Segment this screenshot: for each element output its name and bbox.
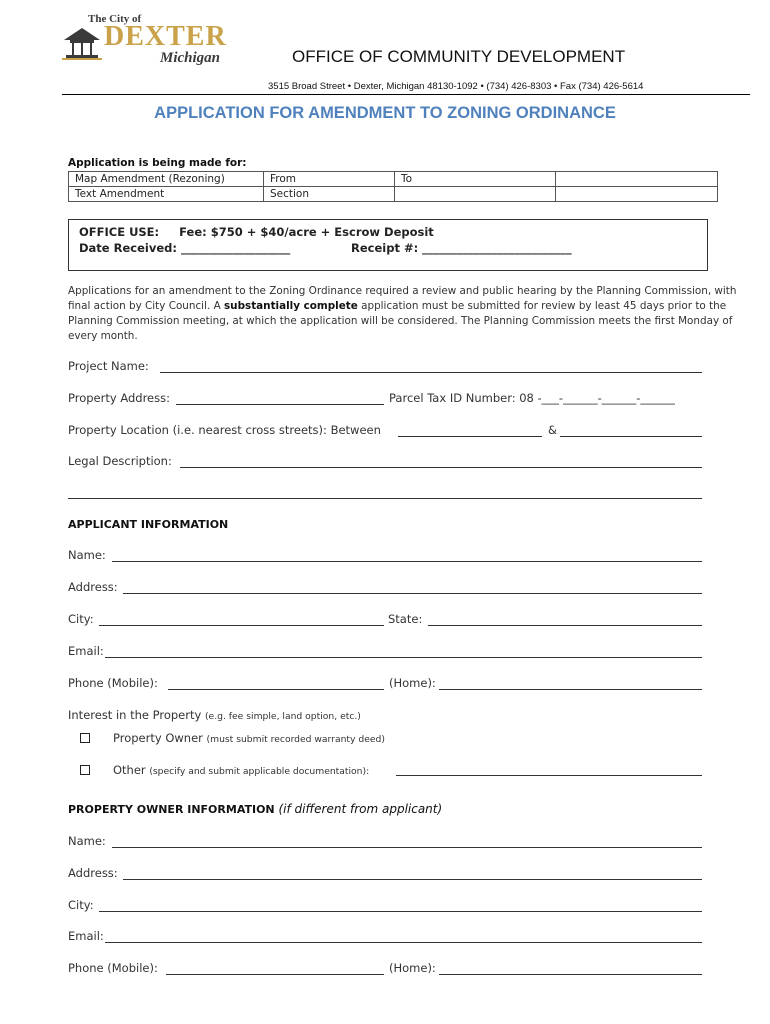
intro-text-1: Applications for an amendment to the Zoning Ordinance required a review and public hearing by the Planning Commission, with final action by City Council. A bbox=[68, 285, 737, 312]
logo-city-of: The City of bbox=[88, 13, 142, 25]
table-cell[interactable] bbox=[395, 187, 556, 202]
other-checkbox[interactable] bbox=[80, 765, 90, 775]
cross-street-1-input[interactable] bbox=[398, 436, 542, 437]
fee-text: Fee: $750 + $40/acre + Escrow Deposit bbox=[179, 225, 434, 239]
cross-street-2-input[interactable] bbox=[560, 436, 702, 437]
applicant-email-label: Email: bbox=[68, 644, 104, 658]
applicant-city-label: City: bbox=[68, 612, 94, 626]
application-made-for-label: Application is being made for: bbox=[68, 157, 247, 169]
table-cell[interactable] bbox=[556, 172, 718, 187]
office-heading: OFFICE OF COMMUNITY DEVELOPMENT bbox=[292, 47, 626, 66]
table-row bbox=[69, 172, 718, 187]
owner-phone-mobile-label: Phone (Mobile): bbox=[68, 961, 158, 975]
property-owner-option bbox=[113, 731, 385, 745]
interest-note: (e.g. fee simple, land option, etc.) bbox=[204, 711, 361, 722]
owner-heading: PROPERTY OWNER INFORMATION bbox=[68, 803, 275, 816]
from-field[interactable]: From bbox=[264, 172, 395, 187]
text-amendment-cell[interactable]: Text Amendment bbox=[69, 187, 264, 202]
other-note: (specify and submit applicable documentation): bbox=[149, 766, 370, 777]
applicant-address-input[interactable] bbox=[123, 593, 702, 594]
applicant-state-input[interactable] bbox=[428, 625, 702, 626]
applicant-city-input[interactable] bbox=[99, 625, 384, 626]
property-owner-note: (must submit recorded warranty deed) bbox=[206, 734, 385, 745]
applicant-phone-mobile-label: Phone (Mobile): bbox=[68, 676, 158, 690]
header-divider bbox=[62, 94, 750, 95]
other-specify-input[interactable] bbox=[396, 775, 702, 776]
section-field[interactable]: Section bbox=[264, 187, 395, 202]
other-label: Other bbox=[113, 763, 146, 777]
intro-bold: substantially complete bbox=[223, 300, 358, 312]
applicant-phone-home-input[interactable] bbox=[439, 689, 702, 690]
interest-line bbox=[68, 708, 361, 722]
applicant-phone-mobile-input[interactable] bbox=[168, 689, 384, 690]
applicant-heading: APPLICANT INFORMATION bbox=[68, 518, 229, 531]
parcel-tax-id-field[interactable]: Parcel Tax ID Number: 08 -___-______-______-______ bbox=[389, 391, 675, 405]
date-received-field: Date Received: ___________________ bbox=[79, 241, 291, 255]
owner-phone-home-input[interactable] bbox=[439, 974, 702, 975]
map-amendment-cell[interactable]: Map Amendment (Rezoning) bbox=[69, 172, 264, 187]
logo-name: DEXTER bbox=[104, 21, 227, 52]
applicant-state-label: State: bbox=[388, 612, 423, 626]
applicant-email-input[interactable] bbox=[105, 657, 702, 658]
owner-heading-note: (if different from applicant) bbox=[278, 802, 443, 816]
owner-address-input[interactable] bbox=[123, 879, 702, 880]
receipt-field: Receipt #: __________________________ bbox=[351, 241, 572, 255]
owner-city-input[interactable] bbox=[99, 911, 702, 912]
owner-heading-line bbox=[68, 802, 442, 816]
property-owner-checkbox[interactable] bbox=[80, 733, 90, 743]
owner-phone-mobile-input[interactable] bbox=[166, 974, 384, 975]
owner-email-label: Email: bbox=[68, 929, 104, 943]
property-address-input[interactable] bbox=[176, 404, 384, 405]
owner-email-input[interactable] bbox=[105, 942, 702, 943]
legal-description-label: Legal Description: bbox=[68, 454, 172, 468]
city-logo bbox=[62, 10, 242, 74]
interest-label: Interest in the Property bbox=[68, 708, 202, 722]
legal-description-input-2[interactable] bbox=[68, 498, 702, 499]
project-name-input[interactable] bbox=[160, 372, 702, 373]
owner-name-label: Name: bbox=[68, 834, 106, 848]
table-cell[interactable] bbox=[556, 187, 718, 202]
legal-description-input[interactable] bbox=[180, 467, 702, 468]
office-address: 3515 Broad Street • Dexter, Michigan 48130-1092 • (734) 426-8303 • Fax (734) 426-5614 bbox=[268, 81, 644, 92]
applicant-phone-home-label: (Home): bbox=[389, 676, 436, 690]
table-row bbox=[69, 187, 718, 202]
owner-name-input[interactable] bbox=[112, 847, 702, 848]
logo-state: Michigan bbox=[160, 50, 221, 66]
intro-paragraph bbox=[68, 284, 748, 344]
to-field[interactable]: To bbox=[395, 172, 556, 187]
office-use-line bbox=[79, 225, 434, 239]
owner-city-label: City: bbox=[68, 898, 94, 912]
owner-address-label: Address: bbox=[68, 866, 118, 880]
office-use-box bbox=[68, 219, 708, 271]
other-option bbox=[113, 763, 369, 777]
property-address-label: Property Address: bbox=[68, 391, 170, 405]
applicant-name-label: Name: bbox=[68, 548, 106, 562]
ampersand: & bbox=[548, 423, 557, 437]
property-location-label: Property Location (i.e. nearest cross streets): Between bbox=[68, 423, 381, 437]
office-use-label: OFFICE USE: bbox=[79, 225, 160, 239]
property-owner-label: Property Owner bbox=[113, 731, 203, 745]
applicant-address-label: Address: bbox=[68, 580, 118, 594]
page-title: APPLICATION FOR AMENDMENT TO ZONING ORDINANCE bbox=[154, 104, 616, 122]
applicant-name-input[interactable] bbox=[112, 561, 702, 562]
project-name-label: Project Name: bbox=[68, 359, 149, 373]
owner-phone-home-label: (Home): bbox=[389, 961, 436, 975]
intro-text-2: application must be submitted for review by least 45 days prior to the Planning Commission meeting, at which the application will be considered. The Planning Commission meets the first Monday of every month. bbox=[68, 300, 733, 342]
amendment-type-table bbox=[68, 171, 718, 202]
